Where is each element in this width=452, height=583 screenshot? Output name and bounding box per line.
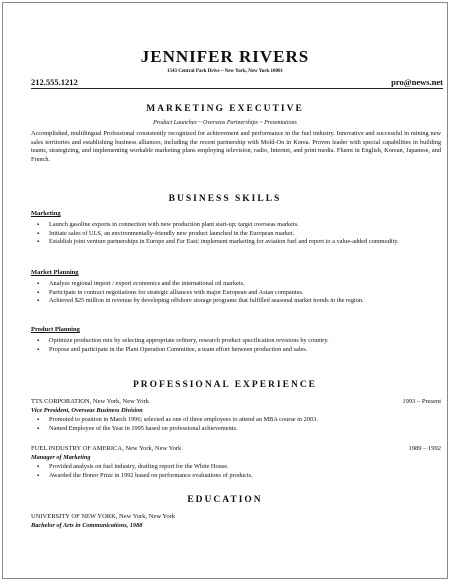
header-divider: [31, 88, 443, 89]
job-title: Manager of Marketing: [31, 454, 91, 461]
list-item: ▪ Analyze regional import / export economics and the international oil markets.: [31, 280, 437, 289]
list-item: ▪ Named Employee of the Year in 1995 based on professional achievements.: [31, 425, 437, 434]
list-item: ▪ Awarded the Honor Prize in 1992 based on performance evaluations of products.: [31, 472, 437, 481]
skill-group-list: [31, 337, 437, 354]
job-dates: 1989 – 1992: [408, 445, 441, 452]
education-school: UNIVERSITY OF NEW YORK, New York, New York: [31, 513, 176, 520]
job-achievements: [31, 463, 437, 480]
skills-title: BUSINESS SKILLS: [168, 194, 282, 204]
list-item: ▪ Participate in contract negotiations for strategic alliances with major European and Asian companies.: [31, 289, 437, 298]
experience-title: PROFESSIONAL EXPERIENCE: [132, 380, 318, 390]
list-item: ▪ Initiate sales of ULS, an environmentally-friendly new product launched in the European market.: [31, 230, 437, 239]
email-address: pro@news.net: [391, 77, 443, 87]
list-item: ▪ Establish joint venture partnerships in Europe and Far East; implement marketing for aviation fuel and report to a value-added commodity.: [31, 238, 437, 247]
candidate-name: JENNIFER RIVERS: [140, 47, 310, 66]
job-title: Vice President, Overseas Business Division: [31, 407, 143, 414]
job-employer: TTS CORPORATION, New York, New York: [31, 398, 149, 405]
list-item: ▪ Optimize production mix by selecting appropriate refinery, research product specification revisions by country.: [31, 337, 437, 346]
list-item: ▪ Propose and participate in the Plant Operation Committee, a team effort between production and sales.: [31, 346, 437, 355]
list-item: ▪ Promoted to position in March 1996; selected as one of three employees to attend an MBA course in 2003.: [31, 416, 437, 425]
skill-group-heading: Market Planning: [31, 269, 79, 276]
education-degree: Bachelor of Arts in Communications, 1988: [31, 522, 143, 529]
skill-group-heading: Product Planning: [31, 326, 80, 333]
professional-summary: Accomplished, multilingual Professional consistently recognized for achievement and performance in the fuel industry. Innovative and successful in mining new sales territories and establishing business alliances, including the recent partnership with Mold-On in Korea. Proven leader with special capabilities in building teams, strategizing, and implementing workable marketing plans employing television, radio, Internet, and print media. Fluent in English, Korean, Japanese, and French.: [31, 130, 441, 163]
objective-title: MARKETING EXECUTIVE: [146, 104, 304, 114]
phone-number: 212.555.1212: [31, 77, 78, 87]
resume-page: [2, 2, 448, 579]
job-achievements: [31, 416, 437, 433]
job-employer: FUEL INDUSTRY OF AMERICA, New York, New York: [31, 445, 182, 452]
skill-group-list: [31, 221, 437, 247]
list-item: ▪ Launch gasoline exports in connection with new production plant start-up; target overseas markets.: [31, 221, 437, 230]
address-line: 1543 Central Park Drive ~ New York, New York 10001: [166, 69, 284, 74]
skill-group-heading: Marketing: [31, 210, 61, 217]
objective-tagline: Product Launches ~ Overseas Partnerships ~ Presentations: [153, 120, 297, 126]
education-title: EDUCATION: [187, 495, 263, 505]
skill-group-list: [31, 280, 437, 306]
list-item: ▪ Provided analysis on fuel industry, drafting report for the White House.: [31, 463, 437, 472]
job-dates: 1993 – Present: [402, 398, 441, 405]
list-item: ▪ Achieved $25 million in revenue by developing offshore storage programs that fulfilled seasonal market trends in the region.: [31, 297, 437, 306]
